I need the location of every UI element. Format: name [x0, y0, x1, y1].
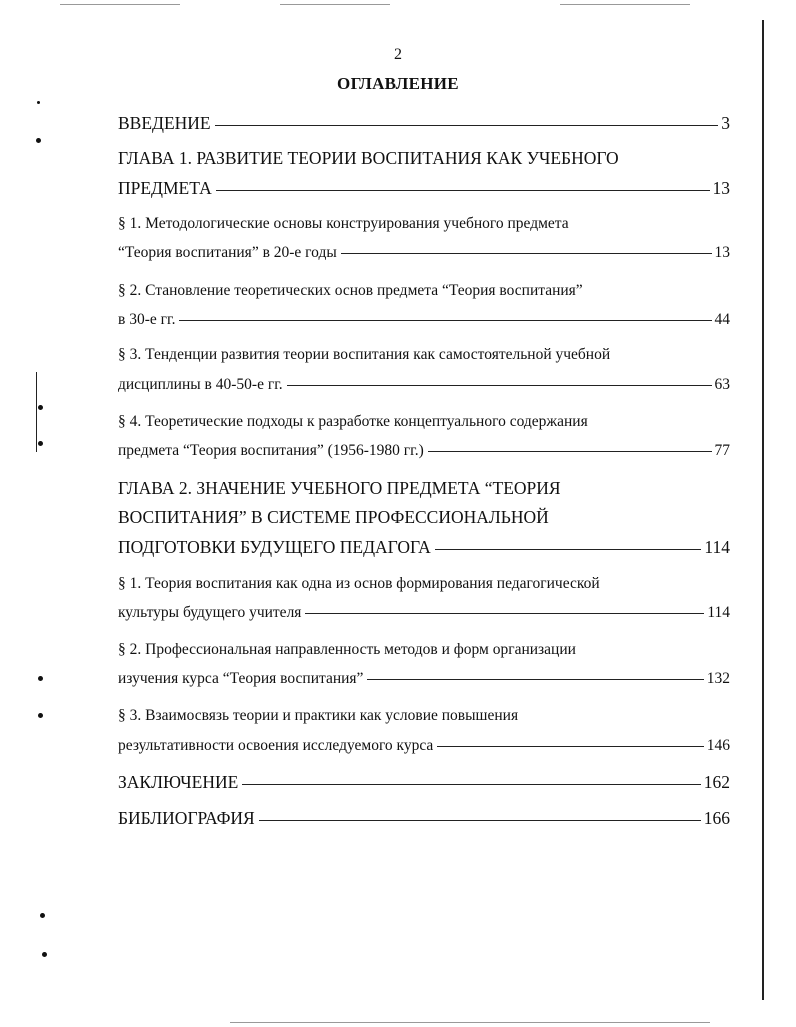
toc-entry-text: ВОСПИТАНИЯ” В СИСТЕМЕ ПРОФЕССИОНАЛЬНОЙ [118, 507, 549, 527]
toc-entry-text: § 1. Методологические основы конструирования учебного предмета [118, 215, 569, 232]
toc-section-2-3-line1[interactable] [118, 707, 730, 725]
toc-entry-text: результативности освоения исследуемого курса [118, 737, 434, 754]
toc-entry-conclusion[interactable] [118, 772, 730, 793]
toc-entry-text: культуры будущего учителя [118, 604, 302, 621]
toc-page-number: 132 [706, 670, 730, 687]
toc-section-1-1-line2[interactable] [118, 244, 730, 262]
toc-section-2-1-line2[interactable] [118, 604, 730, 622]
leader-line [428, 451, 712, 452]
toc-section-1-4-line1[interactable] [118, 413, 730, 431]
toc-page-number: 166 [703, 808, 730, 828]
toc-entry-text: ГЛАВА 1. РАЗВИТИЕ ТЕОРИИ ВОСПИТАНИЯ КАК УЧЕБНОГО [118, 148, 619, 168]
leader-line [179, 320, 711, 321]
toc-page-number: 13 [712, 178, 730, 198]
toc-section-1-2-line1[interactable] [118, 282, 730, 300]
toc-section-1-3-line1[interactable] [118, 346, 730, 364]
toc-page-number: 114 [707, 604, 730, 621]
leader-line [242, 784, 700, 785]
leader-line [259, 820, 701, 821]
toc-entry-text: ГЛАВА 2. ЗНАЧЕНИЕ УЧЕБНОГО ПРЕДМЕТА “ТЕОРИЯ [118, 478, 561, 498]
page-title: ОГЛАВЛЕНИЕ [337, 74, 459, 93]
toc-entry-text: § 2. Становление теоретических основ предмета “Теория воспитания” [118, 282, 583, 299]
toc-entry-text: § 3. Тенденции развития теории воспитания как самостоятельной учебной [118, 346, 611, 363]
leader-line [367, 679, 703, 680]
toc-entry-text: § 2. Профессиональная направленность методов и форм организации [118, 641, 576, 658]
toc-page-number: 44 [714, 311, 730, 328]
leader-line [305, 613, 704, 614]
toc-page-number: 114 [704, 537, 730, 557]
toc-entry-text: ВВЕДЕНИЕ [118, 113, 211, 133]
toc-entry-text: предмета “Теория воспитания” (1956-1980 гг.) [118, 442, 424, 459]
toc-entry-text: § 1. Теория воспитания как одна из основ формирования педагогической [118, 575, 600, 592]
toc-entry-text: изучения курса “Теория воспитания” [118, 670, 364, 687]
toc-section-2-1-line1[interactable] [118, 575, 730, 593]
leader-line [215, 125, 719, 126]
toc-page-number: 146 [706, 737, 730, 754]
toc-section-2-3-line2[interactable] [118, 737, 730, 755]
toc-chapter-1-line1[interactable] [118, 148, 730, 169]
toc-entry-text: ПРЕДМЕТА [118, 178, 212, 198]
toc-page-number: 13 [714, 244, 730, 261]
leader-line [287, 385, 712, 386]
toc-chapter-2-line1[interactable] [118, 478, 730, 499]
toc-page-number: 3 [721, 113, 730, 133]
toc-chapter-2-line2[interactable] [118, 507, 730, 528]
toc-page-number: 162 [703, 772, 730, 792]
leader-line [216, 190, 710, 191]
toc-section-1-3-line2[interactable] [118, 376, 730, 394]
leader-line [437, 746, 703, 747]
toc-entry-text: дисциплины в 40-50-е гг. [118, 376, 283, 393]
toc-entry-text: ЗАКЛЮЧЕНИЕ [118, 772, 239, 792]
toc-section-2-2-line1[interactable] [118, 641, 730, 659]
toc-page-number: 77 [714, 442, 730, 459]
toc-section-1-2-line2[interactable] [118, 311, 730, 329]
toc-entry-text: в 30-е гг. [118, 311, 176, 328]
toc-section-1-4-line2[interactable] [118, 442, 730, 460]
toc-entry-text: § 3. Взаимосвязь теории и практики как условие повышения [118, 707, 519, 724]
toc-chapter-2-line3[interactable] [118, 537, 730, 558]
toc-entry-text: ПОДГОТОВКИ БУДУЩЕГО ПЕДАГОГА [118, 537, 431, 557]
toc-section-1-1-line1[interactable] [118, 215, 730, 233]
toc-page-number: 63 [714, 376, 730, 393]
toc-entry-text: БИБЛИОГРАФИЯ [118, 808, 255, 828]
toc-entry-text: § 4. Теоретические подходы к разработке концептуального содержания [118, 413, 588, 430]
toc-entry-intro[interactable] [118, 113, 730, 134]
toc-entry-text: “Теория воспитания” в 20-е годы [118, 244, 337, 261]
leader-line [435, 549, 702, 550]
leader-line [341, 253, 712, 254]
toc-entry-bibliography[interactable] [118, 808, 730, 829]
page-number: 2 [394, 46, 402, 63]
toc-section-2-2-line2[interactable] [118, 670, 730, 688]
toc-chapter-1-line2[interactable] [118, 178, 730, 199]
